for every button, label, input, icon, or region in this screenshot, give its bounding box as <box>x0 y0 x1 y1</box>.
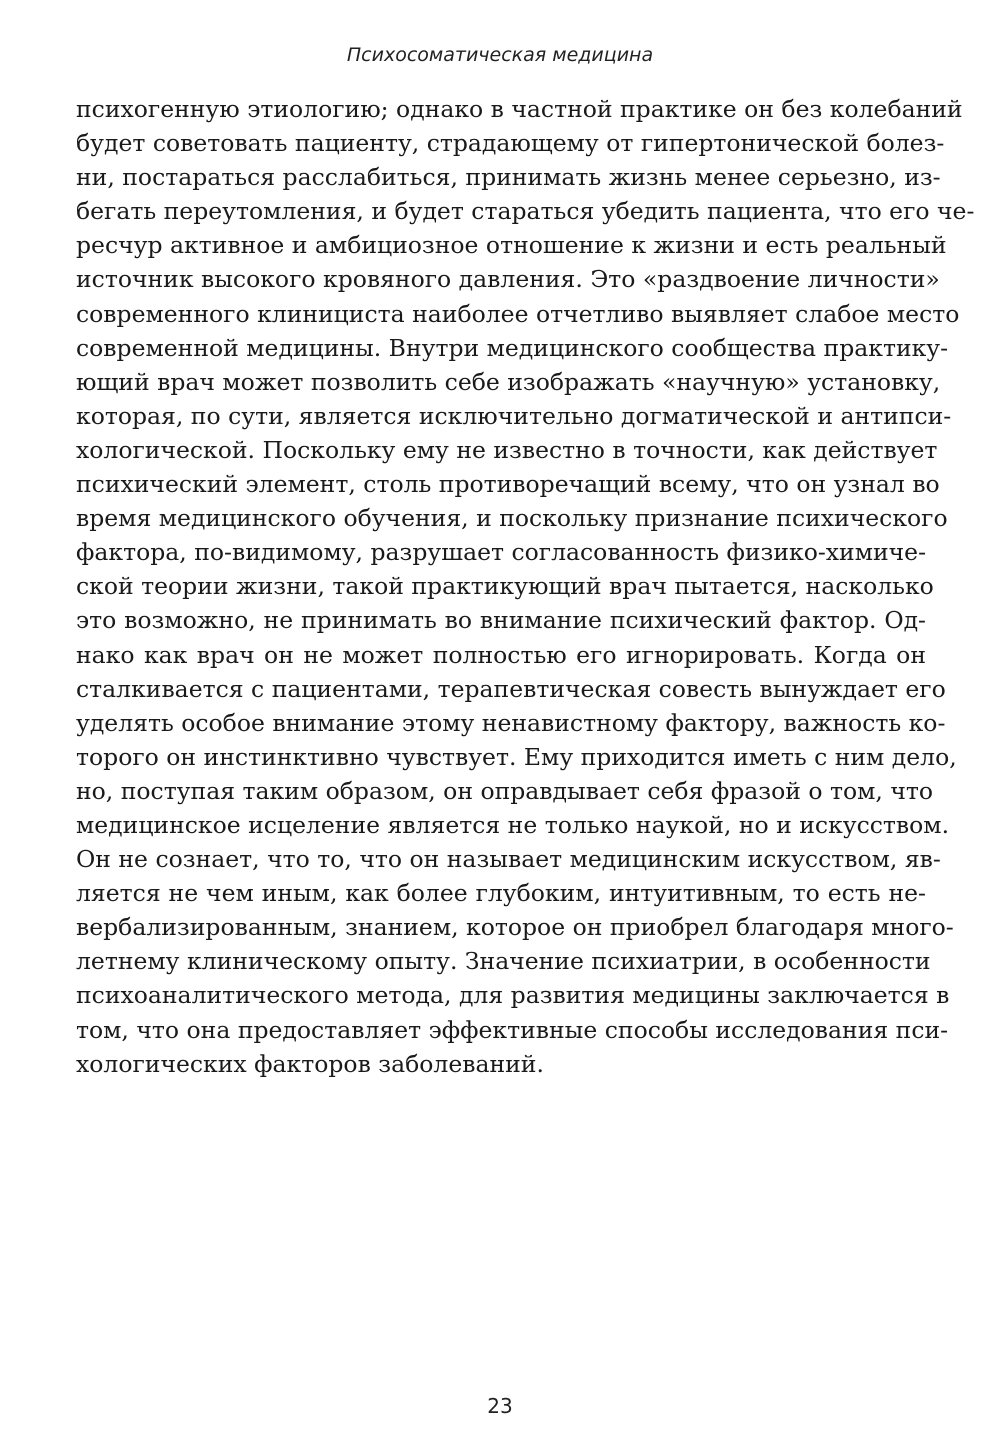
text-line: ни, постараться расслабиться, принимать жизнь менее серьезно, из- <box>76 163 941 192</box>
text-line: уделять особое внимание этому ненавистному фактору, важность ко- <box>76 708 946 737</box>
text-line: сталкивается с пациентами, терапевтическая совесть вынуждает его <box>76 674 946 703</box>
text-line: которая, по сути, является исключительно догматической и антипси- <box>76 401 952 430</box>
text-line: источник высокого кровяного давления. Это «раздвоение личности» <box>76 265 940 294</box>
body-paragraph <box>76 92 975 1081</box>
running-head: Психосоматическая медицина <box>346 44 654 66</box>
text-line: бегать переутомления, и будет стараться убедить пациента, что его че- <box>76 197 975 226</box>
text-line: хологической. Поскольку ему не известно в точности, как действует <box>76 435 938 464</box>
text-line: психоаналитического метода, для развития медицины заключается в <box>76 981 950 1010</box>
text-line: ресчур активное и амбициозное отношение к жизни и есть реальный <box>76 231 947 260</box>
text-line: будет советовать пациенту, страдающему от гипертонической болез- <box>76 129 945 158</box>
text-line: торого он инстинктивно чувствует. Ему приходится иметь с ним дело, <box>76 742 957 771</box>
text-line: современной медицины. Внутри медицинского сообщества практику- <box>76 333 949 362</box>
text-line: Он не сознает, что то, что он называет медицинским искусством, яв- <box>76 845 941 874</box>
text-line: ляется не чем иным, как более глубоким, интуитивным, то есть не- <box>76 879 926 908</box>
text-line: время медицинского обучения, и поскольку признание психического <box>76 504 948 533</box>
text-line: ской теории жизни, такой практикующий врач пытается, насколько <box>76 572 934 601</box>
text-line: психический элемент, столь противоречащий всему, что он узнал во <box>76 470 940 499</box>
text-line: вербализированным, знанием, которое он приобрел благодаря много- <box>76 913 954 942</box>
text-line: ющий врач может позволить себе изображать «научную» установку, <box>76 367 941 396</box>
text-line: летнему клиническому опыту. Значение психиатрии, в особенности <box>76 947 931 976</box>
text-line: фактора, по-видимому, разрушает согласованность физико-химиче- <box>76 538 927 567</box>
text-line: современного клинициста наиболее отчетливо выявляет слабое место <box>76 299 960 328</box>
text-line: но, поступая таким образом, он оправдывает себя фразой о том, что <box>76 776 934 805</box>
text-line: медицинское исцеление является не только наукой, но и искусством. <box>76 810 950 839</box>
text-line: психогенную этиологию; однако в частной практике он без колебаний <box>76 95 963 123</box>
text-line: это возможно, не принимать во внимание психический фактор. Од- <box>76 606 926 635</box>
page-number: 23 <box>487 1394 513 1418</box>
text-line: хологических факторов заболеваний. <box>76 1049 544 1078</box>
text-line: нако как врач он не может полностью его игнорировать. Когда он <box>76 640 926 669</box>
text-line: том, что она предоставляет эффективные способы исследования пси- <box>76 1015 949 1044</box>
